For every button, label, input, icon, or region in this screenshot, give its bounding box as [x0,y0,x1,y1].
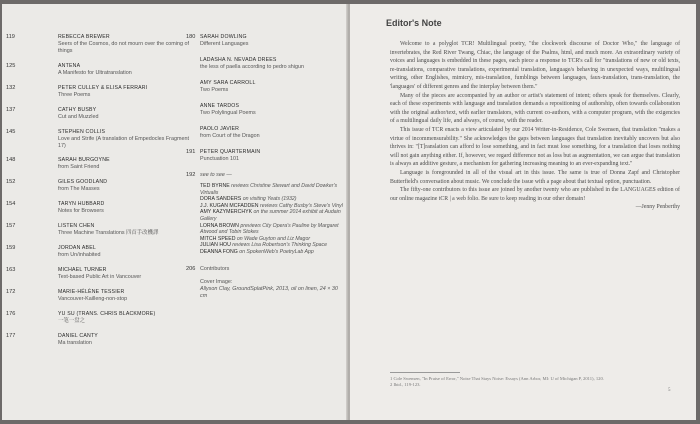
toc-author: LISTEN CHEN [58,223,95,229]
toc-title: Punctuation 101 [200,156,239,162]
toc-title: Two Poems [200,87,229,93]
toc-title: Vancouver-Kailleng-non-stop [58,296,128,302]
cover-image-credit: Allyson Clay, GroundSplatPink, 2013, oil on linen, 24 × 30 cm [200,285,338,299]
toc-column-left [6,34,198,355]
see-also-name: DORA SANDERS [200,196,242,203]
toc-author: PETER QUARTERMAIN [200,149,261,155]
toc-title: from Un/inhabited [58,252,101,258]
toc-entry [6,245,198,259]
footnote: 2 Ibid., 119-123. [390,382,421,387]
toc-column-right [186,34,346,300]
see-also-label: see to see — [200,172,232,178]
toc-author: ANNE TARDOS [200,103,240,109]
toc-author: ANTENA [58,63,81,69]
editors-note-page [350,4,696,420]
toc-page-number: 177 [6,333,16,339]
toc-entry [200,57,346,71]
toc-entry [200,80,346,94]
toc-title: the less of paella according to pedro shigun [200,64,304,70]
see-also-name: AMY KAZYMERCHYK [200,209,253,216]
toc-author: REBECCA BREWER [58,34,110,40]
toc-entry [6,267,198,281]
toc-author: YU SU (TRANS. CHRIS BLACKMORE) [58,311,156,317]
toc-author: LADASHA N. NEVADA DREES [200,57,277,63]
cover-image-label: Cover Image: [200,278,233,285]
toc-author: JORDAN ABEL [58,245,96,251]
paragraph: This issue of TCR enacts a view articulated by our 2014 Writer-in-Residence, Cole Swensen, that translation "makes a virtue of incommensurability." She acknowledges the gaps between languages that translation inevitably uncovers but also thrives in: "[T]ranslation can afford to lose something, and in fact must lose something, for a translation that loses nothing will not gain anything either. If, however, we regard difference not as loss but as augmentation, we can argue that translation is always an additive gesture, a mechanism for gathering increasing meaning to an ever-expanding text." [390,126,680,168]
toc-page-number: 154 [6,201,16,207]
contributors-entry [186,265,346,300]
paragraph: The fifty-one contributors to this issue are joined by another twenty who are published in the LANGUAGES edition of our online magazine tCR | a web folio. Be sure to keep reading in our other domain! [390,187,680,202]
toc-author: DANIEL CANTY [58,333,98,339]
toc-title: Cut and Muzzled [58,114,99,120]
toc-page-number: 157 [6,223,16,229]
toc-author: MARIE-HÉLÈNE TESSIER [58,289,125,295]
toc-title: Text-based Public Art in Vancouver [58,274,142,280]
see-also-description: reviews Cathy Busby's Steve's Vinyl [259,202,343,209]
toc-entry [6,34,198,55]
see-also-item [200,209,346,222]
toc-entry [6,129,198,150]
see-also-description: on the summer 2014 exhibit at Audain Gallery [200,209,341,222]
toc-title: Love and Strife (A translation of Empedocles Fragment 17) [58,136,189,149]
toc-entry [6,201,198,215]
toc-title: Three Poems [58,92,91,98]
toc-page-number: 132 [6,85,16,91]
toc-entry [6,333,198,347]
toc-page-number: 172 [6,289,16,295]
toc-page-number: 176 [6,311,16,317]
see-also-name: DEANNA FONG [200,248,238,255]
toc-author: PETER CULLEY & ELISA FERRARI [58,85,148,91]
toc-title: Seers of the Cosmos, do not mourn over the coming of things [58,41,189,54]
toc-page-number: 137 [6,107,16,113]
toc-entry [186,34,346,48]
see-also-name: JULIAN HOU [200,242,231,249]
toc-entry [6,311,198,325]
toc-title: from The Masses [58,186,100,192]
see-also-item [200,183,346,196]
see-also-description: on Wade Guyton and Liz Magor [236,235,311,242]
toc-page-number: 148 [6,157,16,163]
see-also-description: reviews Lisa Robertson's Thinking Space [232,242,327,249]
see-also-section [186,172,346,256]
toc-author: TARYN HUBBARD [58,201,105,207]
see-also-item [200,203,346,210]
toc-title: Ma translation [58,340,92,346]
toc-page-number: 163 [6,267,16,273]
footnote: 1 Cole Swensen, "In Praise of Error," Noise That Stays Noise: Essays (Ann Arbor, MI: U of Michigan P, 2011), 120. [390,376,604,381]
toc-title: Three Machine Translations 四首手改機譯 [58,230,159,236]
paragraph: Many of the pieces are accompanied by an author or artist's statement of intent; others speak for themselves. Clearly, each of these experiments with language and translation demands a repositioning of authorship, often towards collaboration with the original author/text, with earlier translators, with current co-authors, with a computer program, with the exigencies of a multilingual daily life, and always, of course, with the reader. [390,92,680,125]
toc-page-number: 152 [6,179,16,185]
see-also-name: J.J. KUGAN MCFADDEN [200,202,259,209]
toc-title: Notes for Browsers [58,208,104,214]
toc-entry [200,103,346,117]
toc-entry [200,126,346,140]
toc-author: PAOLO JAVIER [200,126,240,132]
toc-page-number: 191 [186,149,196,155]
toc-page-number: 180 [186,34,196,40]
see-also-item [200,242,346,249]
toc-entry [6,179,198,193]
toc-page-number: 159 [6,245,16,251]
toc-title: Different Languages [200,41,249,47]
contents-page [2,4,348,420]
toc-author: SARAH BURGOYNE [58,157,110,163]
page-title: Editor's Note [386,18,442,28]
see-also-description: reviews Christine Stewart and David Dowker's Virtualis [200,183,338,196]
toc-author: CATHY BUSBY [58,107,97,113]
toc-entry [186,149,346,163]
toc-author: STEPHEN COLLIS [58,129,106,135]
contributors-label: Contributors [200,265,230,272]
toc-title: 一笔一盘之 [58,318,85,324]
see-also-description: on SpokenWeb's PoetryLab App [239,248,314,255]
toc-author: AMY SARA CARROLL [200,80,256,86]
signature: —Jenny Penberthy [635,204,680,211]
toc-title: A Manifesto for Ultratranslation [58,70,132,76]
toc-page-number: 192 [186,172,196,178]
toc-page-number: 145 [6,129,16,135]
page-number: 5 [668,388,671,393]
see-also-name: MITCH SPEED [200,235,236,242]
see-also-item [200,249,346,256]
paragraph: Welcome to a polyglot TCR! Multilingual poetry, "the clockwork discourse of Doctor Who," the language of invertebrates, the Red River Twang, Chiac, the language of the Psalms, html, and much more. An extraordinary variety of voices and languages is embedded in these pages, each piece a response to TCR's call for "translations of new or old texts, re-translations, comparative translations, experimental translation, language/s behaving in unexpected ways, multilingual writing, other Englishes, mimicry, mis-translation, fumblings between languages, faux-translation, trans-translation, the 'languages' of different genres and the interplay between them." [390,41,680,90]
see-also-item [200,236,346,243]
toc-author: GILES GOODLAND [58,179,108,185]
toc-title: from Court of the Dragon [200,133,260,139]
see-also-item [200,223,346,236]
toc-title: Two Polylingual Poems [200,110,256,116]
toc-page-number: 125 [6,63,16,69]
toc-entry [6,289,198,303]
footnotes [390,372,680,388]
see-also-description: previews City Opera's Pauline by Margaret Atwood and Tobin Stokes [200,222,339,236]
editors-note-body [390,40,680,212]
toc-entry [6,85,198,99]
toc-page-number: 119 [6,34,15,40]
paragraph: Language is foregrounded in all of the visual art in this issue. The same is true of Donna Zapf and Christopher Butterfield's conversation about music. We conclude the issue with a page about that textual option, punctuation. [390,169,680,185]
see-also-item [200,196,346,203]
toc-entry [6,223,198,237]
toc-author: MICHAEL TURNER [58,267,107,273]
toc-author: SARAH DOWLING [200,34,247,40]
see-also-name: LORNA BROWN [200,222,239,229]
see-also-name: TED BYRNE [200,183,230,189]
toc-title: from Saint Friend [58,164,100,170]
toc-entry [6,63,198,77]
toc-entry [6,157,198,171]
toc-entry [6,107,198,121]
toc-page-number: 206 [186,265,196,272]
see-also-description: on visiting Yeats (1932) [242,196,297,203]
